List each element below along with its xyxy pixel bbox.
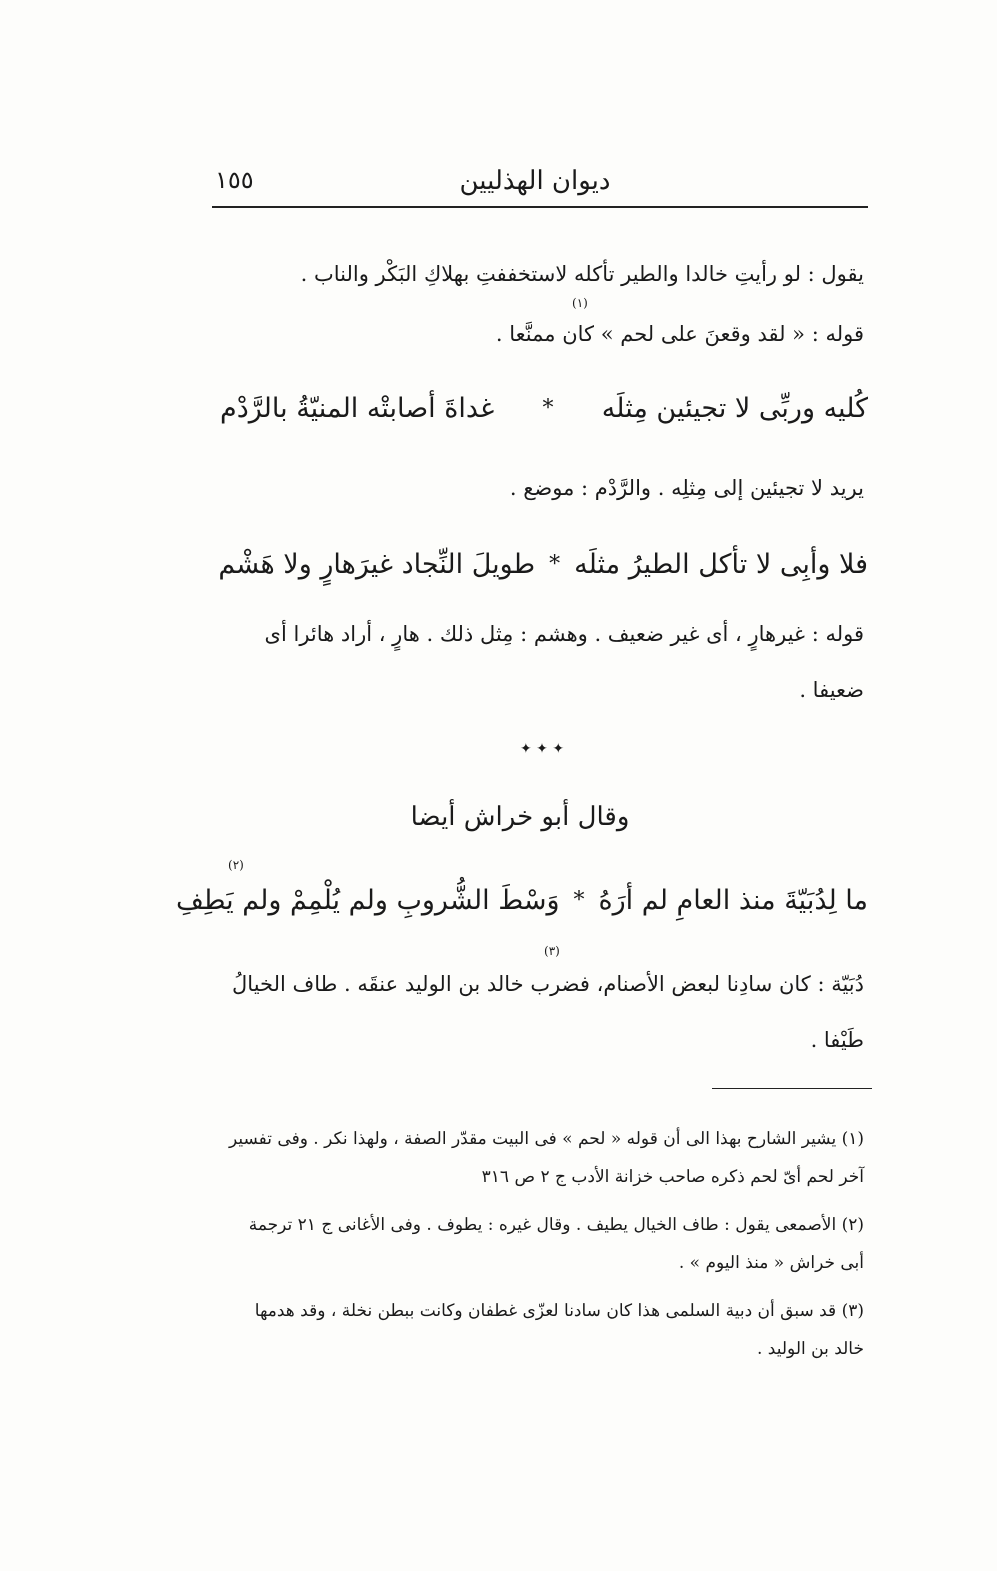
running-header-title: ديوان الهذليين — [459, 166, 611, 196]
section-ornament: ✦ ✦ ✦ — [519, 741, 565, 757]
header-rule — [212, 206, 868, 208]
verse-separator: * — [549, 552, 561, 577]
footnote-ref-2: (٢) — [228, 858, 244, 872]
verse-2-first-hemistich: فلا وأبِى لا تأكل الطيرُ مثلَه — [574, 549, 868, 580]
footnote-1: (١) يشير الشارح بهذا الى أن قوله « لحم » فى البيت مقدّر الصفة ، ولهذا نكر . وفى تفسير آخر لحم أىّ لحم ذكره صاحب خزانة الأدب ج ٢ ص ٣١٦ — [228, 1129, 864, 1187]
verse-separator: * — [542, 396, 554, 421]
verse-3-first-hemistich: ما لِدُبَيّةَ منذ العامِ لم أرَهُ — [598, 885, 868, 916]
commentary-paragraph-5: دُبَيّة : كان سادِنا لبعض الأصنام، فضرب خالد بن الوليد عنقَه . طاف الخيالُ طَيْفا . — [232, 972, 864, 1052]
footnote-2: (٢) الأصمعى يقول : طاف الخيال يطيف . وقال غيره : يطوف . وفى الأغانى ج ٢١ ترجمة أبى خراش « منذ اليوم » . — [248, 1215, 864, 1273]
verse-1-second-hemistich: غداةَ أصابتْه المنيّةُ بالرَّدْم — [220, 393, 495, 424]
verse-line-3 — [176, 876, 868, 926]
verse-line-1 — [220, 384, 868, 434]
footnote-3: (٣) قد سبق أن دبية السلمى هذا كان سادنا لعزّى غطفان وكانت ببطن نخلة ، وقد هدمها خالد بن الوليد . — [254, 1301, 864, 1359]
commentary-paragraph-3: يريد لا تجيئين إلى مِثلِه . والرَّدْم : موضع . — [509, 476, 864, 500]
commentary-paragraph-4: قوله : غيرهارٍ ، أى غير ضعيف . وهشم : مِثل ذلك . هارٍ ، أراد هائرا أى ضعيفا . — [264, 622, 864, 702]
verse-separator: * — [573, 888, 585, 913]
page-number: ١٥٥ — [215, 166, 254, 194]
verse-2-second-hemistich: طويلَ النِّجاد غيرَهارٍ ولا هَشْم — [218, 549, 536, 580]
commentary-paragraph-1: يقول : لو رأيتِ خالدا والطير تأكله لاستخففتِ بهلاكِ البَكْر والناب . — [300, 262, 864, 286]
commentary-paragraph-2: قوله : « لقد وقعنَ على لحم » كان ممنَّعا . — [495, 322, 864, 346]
footnote-rule — [712, 1088, 872, 1089]
section-title: وقال أبو خراش أيضا — [410, 802, 630, 832]
footnote-ref-1: (١) — [572, 296, 588, 310]
verse-3-second-hemistich: وَسْطَ الشُّروبِ ولم يُلْمِمْ ولم يَطِفِ — [176, 885, 560, 916]
verse-1-first-hemistich: كُليه وربِّى لا تجيئين مِثلَه — [601, 393, 868, 424]
verse-line-2 — [220, 540, 868, 590]
footnote-ref-3: (٣) — [544, 944, 560, 958]
